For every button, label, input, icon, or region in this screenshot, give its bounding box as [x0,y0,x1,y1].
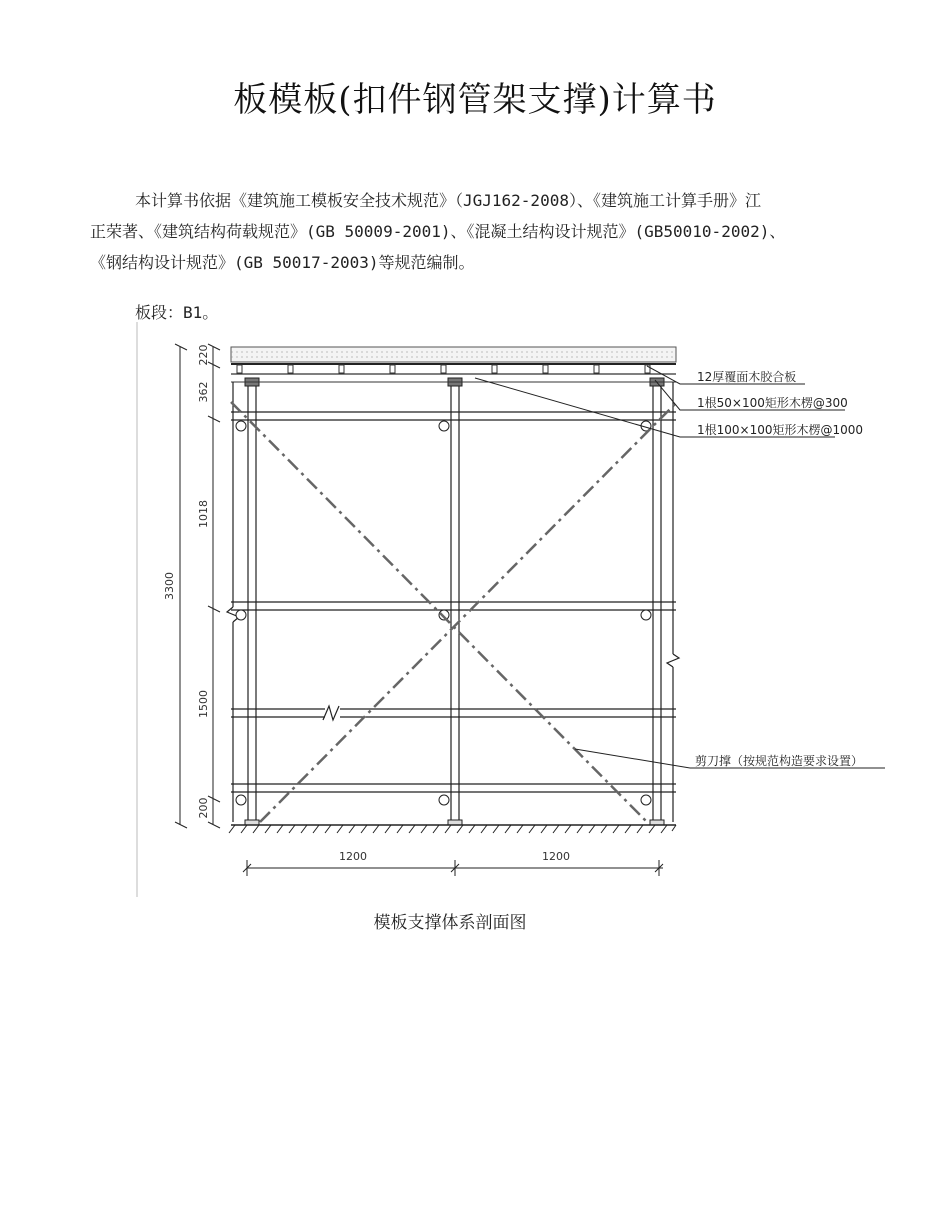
dim-span-2: 1200 [542,850,570,863]
bottom-dimension-lines [243,860,663,876]
dim-span-1: 1200 [339,850,367,863]
paragraph-line-3: 《钢结构设计规范》(GB 50017-2003)等规范编制。 [90,253,475,272]
pole-break-right [667,654,679,667]
dim-1018: 1018 [197,500,210,528]
dim-220: 220 [197,344,210,366]
figure-caption: 模板支撑体系剖面图 [373,913,527,933]
drawing-svg [135,322,925,902]
left-dimension-lines [175,344,220,828]
document-title: 板模板(扣件钢管架支撑)计算书 [233,80,717,120]
paragraph-line-1 [90,185,870,216]
dim-200: 200 [197,797,210,819]
label-main-beam: 1根100×100矩形木楞@1000 [697,423,864,437]
paragraph-line-2: 正荣著、《建筑结构荷载规范》(GB 50009-2001)、《混凝土结构设计规范》(GB50010-2002)、 [90,222,786,241]
section-drawing [135,322,925,902]
ledger-break-symbol [323,706,339,720]
coupler-circles [236,421,651,805]
dim-1500: 1500 [197,690,210,718]
label-bracing: 剪刀撑（按规范构造要求设置） [695,754,864,768]
label-plywood: 12厚覆面木胶合板 [697,370,797,384]
intro-paragraph [90,185,870,278]
label-small-beam: 1根50×100矩形木楞@300 [697,396,848,410]
concrete-slab [231,347,676,362]
scissor-bracing [231,402,675,822]
dim-total: 3300 [163,572,176,600]
dim-362: 362 [197,381,210,403]
ground-hatch [229,825,676,833]
paragraph-line-1-text: 本计算书依据《建筑施工模板安全技术规范》（JGJ162-2008）、《建筑施工计算手册》江 [135,191,761,210]
small-joists [237,365,650,373]
section-label: 板段：B1。 [135,303,219,322]
